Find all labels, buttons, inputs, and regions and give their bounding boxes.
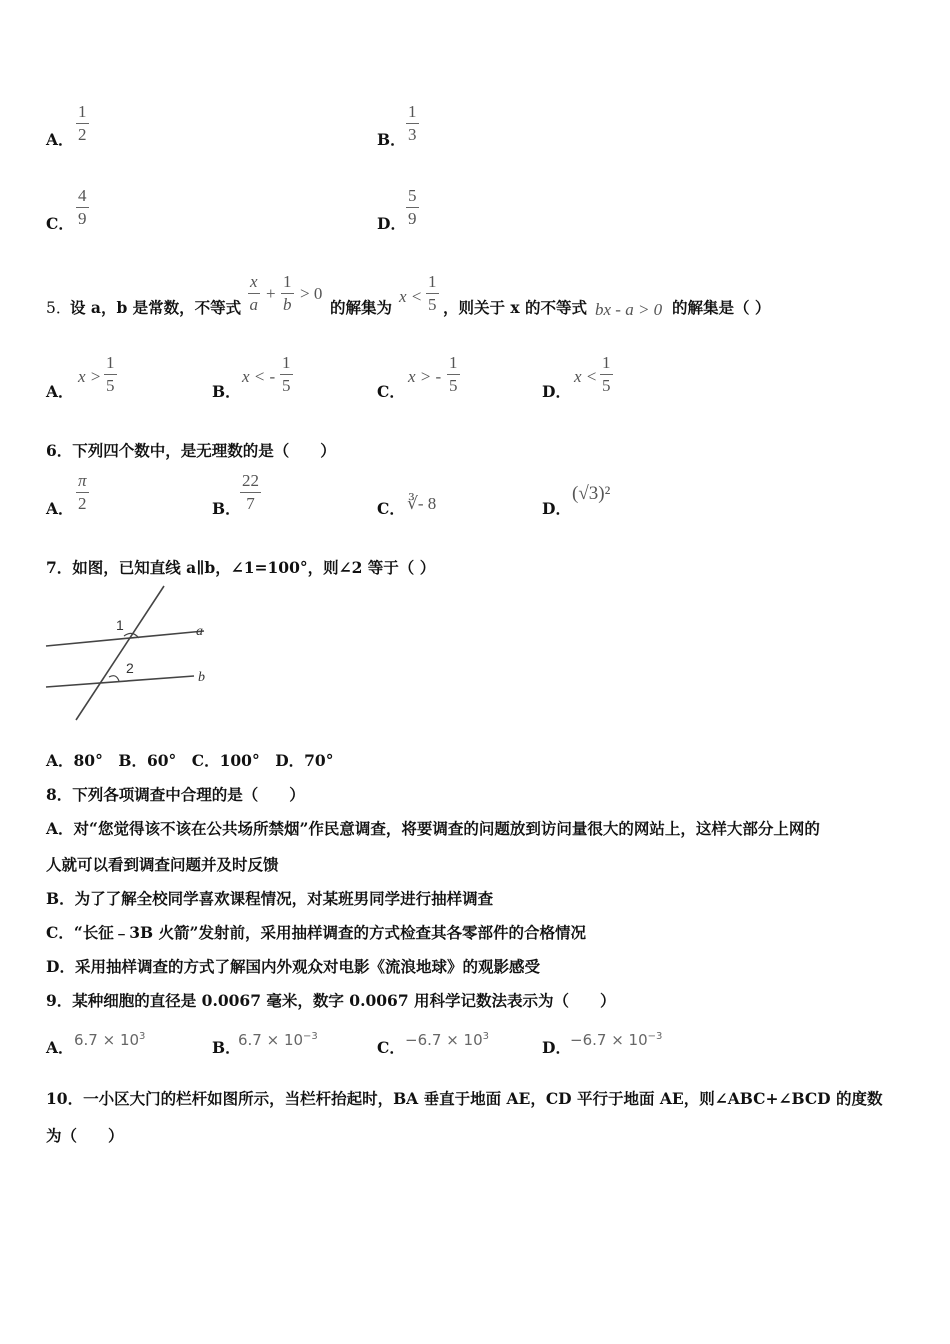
q4-option-a-label: A． — [46, 130, 74, 149]
q5-text-1: 设 a，b 是常数，不等式 — [70, 298, 242, 317]
q9-option-d-label: D． — [542, 1038, 571, 1057]
line-a-label: a — [196, 624, 203, 639]
q9-stem: 9．某种细胞的直径是 0.0067 毫米，数字 0.0067 用科学记数法表示为（ ） — [46, 991, 616, 1010]
q8-option-b: B．为了了解全校同学喜欢课程情况，对某班男同学进行抽样调查 — [46, 889, 494, 908]
q5-option-c-label: C． — [377, 382, 405, 401]
q4-option-a-fraction: 1 2 — [78, 102, 87, 144]
line-b — [46, 676, 194, 687]
q10-text-line2: 为（ ） — [46, 1126, 124, 1145]
q5-option-c-fraction: 1 5 — [449, 353, 458, 395]
q5-option-a-lhs: x > — [78, 367, 102, 386]
line-b-label: b — [198, 670, 205, 685]
q4-option-c-fraction: 4 9 — [78, 186, 87, 228]
q8-option-d: D．采用抽样调查的方式了解国内外观众对电影《流浪地球》的观影感受 — [46, 957, 540, 976]
q5-option-d-label: D． — [542, 382, 571, 401]
q5-solution-fraction: 1 5 — [428, 272, 437, 314]
q8-option-c: C．“长征﹣3B 火箭”发射前，采用抽样调查的方式检查其各零部件的合格情况 — [46, 923, 586, 942]
q6-option-a-label: A． — [46, 499, 74, 518]
angle-2-arc — [109, 676, 119, 681]
q5-option-b-fraction: 1 5 — [282, 353, 291, 395]
q8-option-a-line2: 人就可以看到调查问题并及时反馈 — [46, 855, 279, 874]
q5-option-a-fraction: 1 5 — [106, 353, 115, 395]
q5-solution-lhs: x < — [399, 287, 423, 306]
q5-expr-plus: + — [266, 284, 276, 303]
q10-text-line1: 10．一小区大门的栏杆如图所示，当栏杆抬起时，BA 垂直于地面 AE，CD 平行于地面 AE，则∠ABC+∠BCD 的度数 — [46, 1089, 883, 1108]
q6-option-d-label: D． — [542, 499, 571, 518]
q6-stem: 6．下列四个数中，是无理数的是（ ） — [46, 441, 336, 460]
q5-option-a-label: A． — [46, 382, 74, 401]
q5-option-d-lhs: x < — [574, 367, 598, 386]
angle-1-label: 1 — [116, 617, 124, 633]
q5-expr-gt0: > 0 — [300, 284, 323, 303]
q5-text-3: ，则关于 x 的不等式 — [443, 298, 588, 317]
q4-option-c-label: C． — [46, 214, 74, 233]
q5-expr-x-over-a: x a — [249, 272, 259, 314]
q5-number: 5． — [46, 299, 72, 317]
q6-option-a-fraction: π 2 — [78, 471, 87, 513]
q4-option-d-fraction: 5 9 — [408, 186, 417, 228]
q9-option-c-value: $-6.7 \times 10^3$ — [405, 1031, 489, 1049]
q5-option-b-lhs: x < - — [242, 367, 276, 386]
q5-text-2: 的解集为 — [330, 298, 393, 317]
q5-text-4: 的解集是（ ） — [672, 298, 771, 317]
q5-option-d-fraction: 1 5 — [602, 353, 611, 395]
q9-option-a-label: A． — [46, 1038, 74, 1057]
q5-option-c-lhs: x > - — [408, 367, 442, 386]
q9-option-d-value: $-6.7 \times 10^{-3}$ — [570, 1031, 663, 1049]
q5-inequality: bx - a > 0 — [595, 300, 663, 319]
q8-stem: 8．下列各项调查中合理的是（ ） — [46, 785, 305, 804]
q4-option-b-fraction: 1 3 — [408, 102, 417, 144]
q6-option-c-label: C． — [377, 499, 405, 518]
q9-option-a-value: $6.7 \times 10^3$ — [74, 1031, 146, 1049]
q6-option-d-expr: (√3)² — [572, 483, 611, 504]
q7-stem: 7．如图，已知直线 a∥b，∠1=100°，则∠2 等于（ ） — [46, 558, 436, 577]
q5-expr-1-over-b: 1 b — [283, 272, 292, 314]
q8-option-a-line1: A．对“您觉得该不该在公共场所禁烟”作民意调查，将要调查的问题放到访问量很大的网站上，这样大部分上网的 — [46, 819, 820, 838]
q6-option-c-expr: ∛- 8 — [407, 494, 437, 513]
q7-parallel-lines-figure — [44, 584, 214, 724]
angle-2-label: 2 — [126, 660, 134, 676]
q9-option-b-value: $6.7 \times 10^{-3}$ — [238, 1031, 318, 1049]
q4-option-d-label: D． — [377, 214, 406, 233]
q4-option-b-label: B． — [377, 130, 406, 149]
line-a — [46, 631, 204, 646]
q6-option-b-label: B． — [212, 499, 241, 518]
q5-option-b-label: B． — [212, 382, 241, 401]
q6-option-b-fraction: 22 7 — [242, 471, 259, 513]
transversal-line — [76, 586, 164, 720]
q7-options: A．80° B．60° C．100° D．70° — [46, 751, 334, 770]
q9-option-c-label: C． — [377, 1038, 405, 1057]
q9-option-b-label: B． — [212, 1038, 241, 1057]
